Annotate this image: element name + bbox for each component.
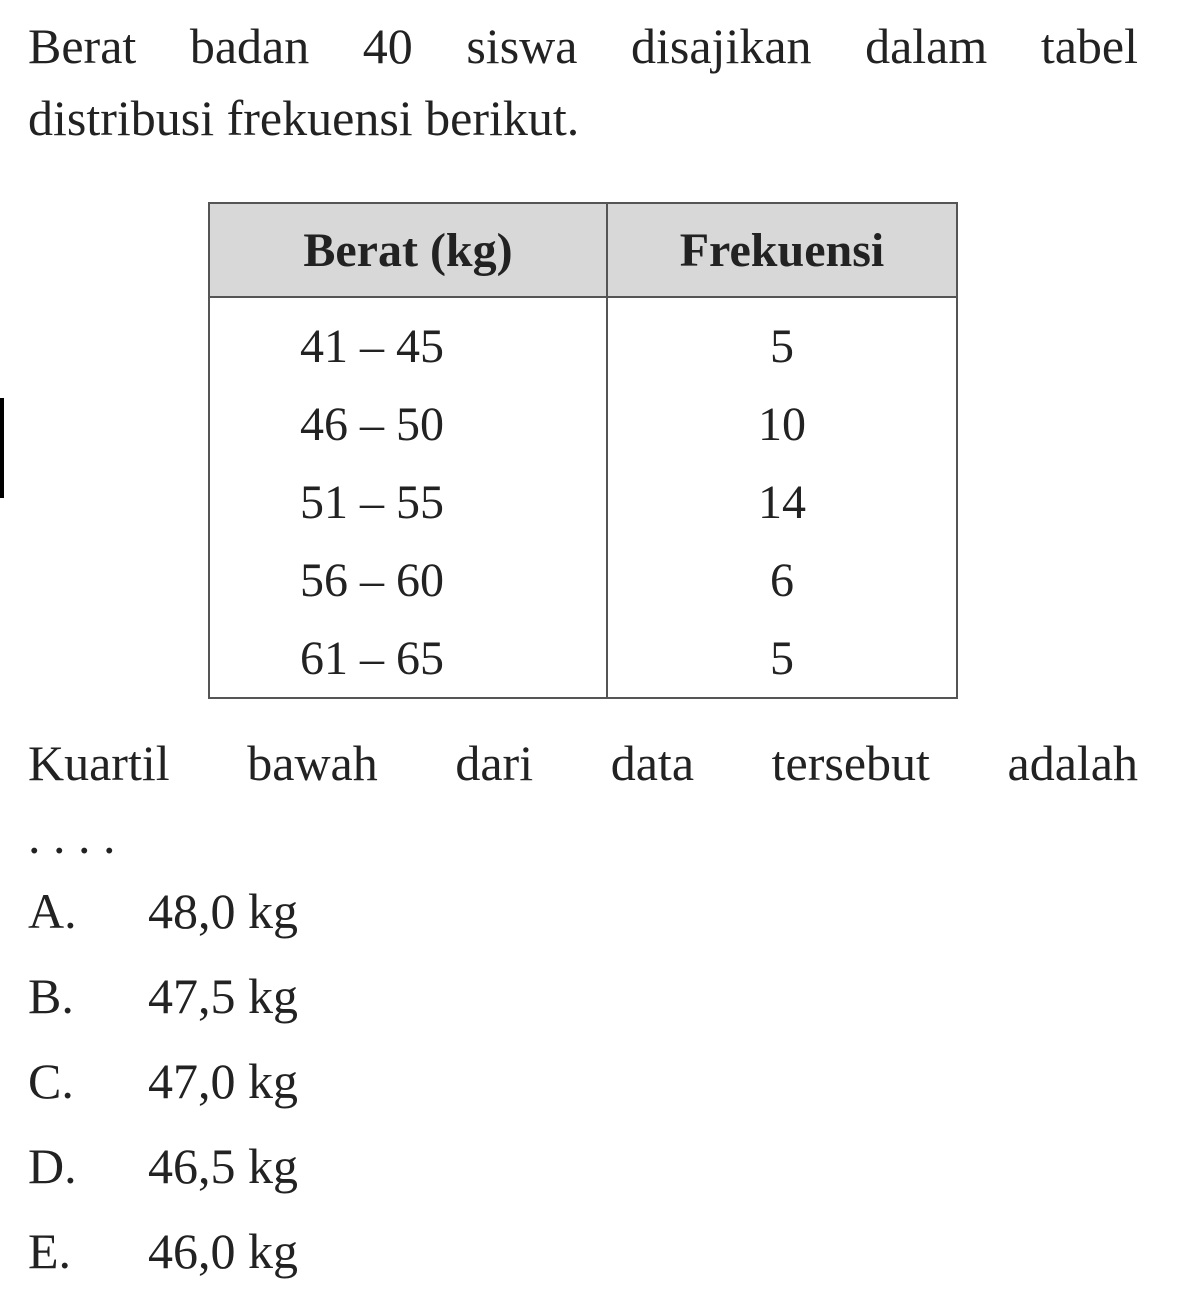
option-text: 47,5 kg (148, 968, 298, 1024)
frequency-cell: 5 (607, 619, 957, 698)
table-row (209, 385, 957, 463)
table-row (209, 297, 957, 385)
option-letter: D. (28, 1138, 77, 1194)
weight-cell: 41 – 45 (209, 297, 607, 385)
option-letter: E. (28, 1223, 72, 1279)
option-c[interactable] (28, 1052, 298, 1110)
frequency-cell: 5 (607, 297, 957, 385)
option-text: 48,0 kg (148, 883, 298, 939)
option-d[interactable] (28, 1137, 298, 1195)
option-text: 47,0 kg (148, 1053, 298, 1109)
header-weight: Berat (kg) (209, 203, 607, 297)
weight-cell: 61 – 65 (209, 619, 607, 698)
weight-cell: 46 – 50 (209, 385, 607, 463)
question-line-2: distribusi frekuensi berikut. (28, 90, 580, 146)
option-b[interactable] (28, 967, 298, 1025)
frequency-table (208, 202, 958, 699)
option-e[interactable] (28, 1222, 298, 1280)
option-a[interactable] (28, 882, 298, 940)
header-frequency: Frekuensi (607, 203, 957, 297)
option-letter: B. (28, 968, 74, 1024)
question-prompt: Kuartil bawah dari data tersebut adalah (28, 735, 1138, 791)
frequency-cell: 6 (607, 541, 957, 619)
option-letter: A. (28, 883, 77, 939)
table-row (209, 619, 957, 698)
frequency-cell: 10 (607, 385, 957, 463)
option-text: 46,5 kg (148, 1138, 298, 1194)
weight-cell: 56 – 60 (209, 541, 607, 619)
question-dots: . . . . (28, 808, 116, 864)
frequency-cell: 14 (607, 463, 957, 541)
option-letter: C. (28, 1053, 74, 1109)
scan-edge-mark (0, 398, 4, 498)
weight-cell: 51 – 55 (209, 463, 607, 541)
table-row (209, 463, 957, 541)
question-line-1: Berat badan 40 siswa disajikan dalam tabel (28, 18, 1138, 74)
option-text: 46,0 kg (148, 1223, 298, 1279)
table-row (209, 541, 957, 619)
